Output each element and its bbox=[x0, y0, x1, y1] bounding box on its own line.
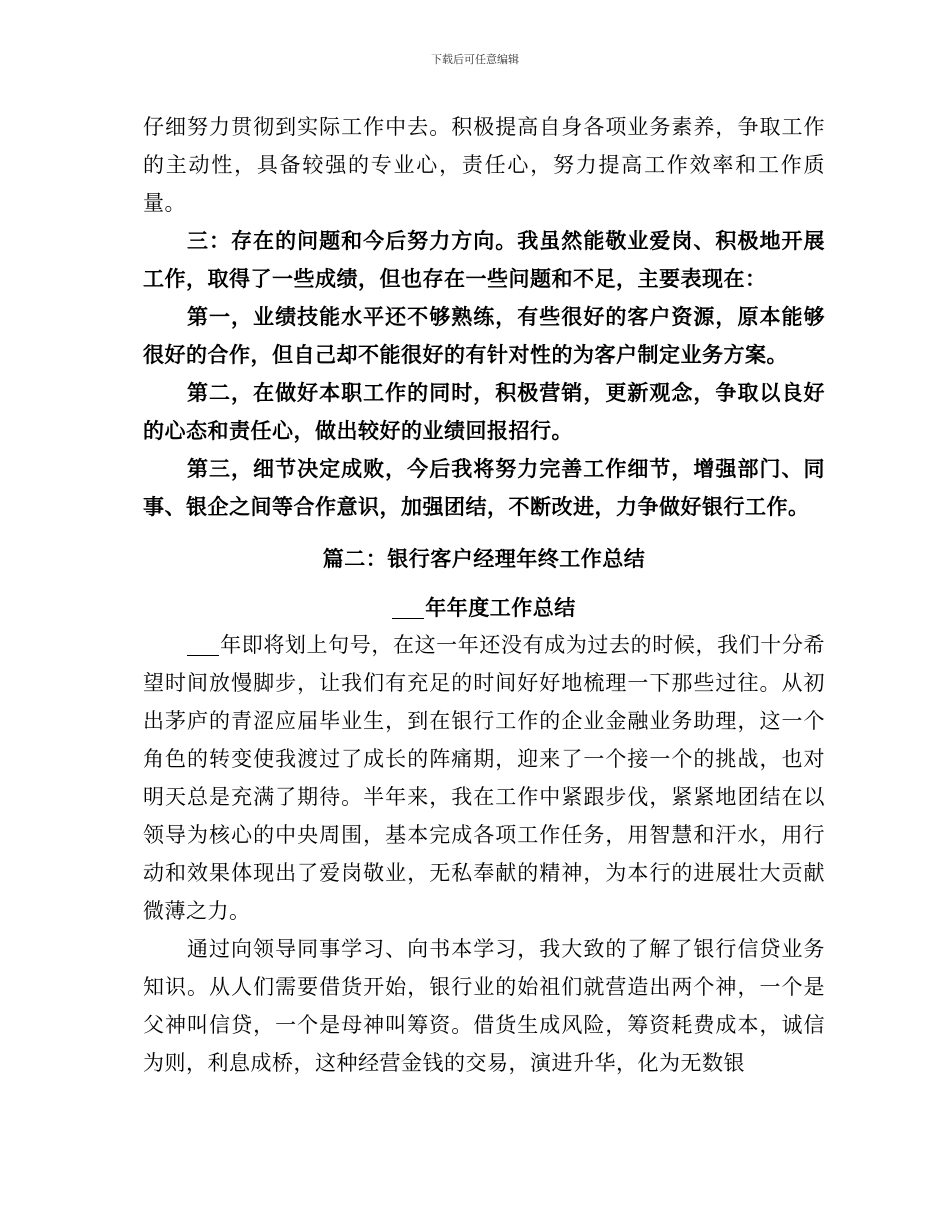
paragraph-year-intro bbox=[143, 626, 825, 930]
fill-in-blank bbox=[187, 633, 219, 656]
sub-title-text: 年年度工作总结 bbox=[425, 595, 576, 620]
paragraph-first: 第一，业绩技能水平还不够熟练，有些很好的客户资源，原本能够很好的合作，但自己却不能很好的有针对性的为客户制定业务方案。 bbox=[143, 304, 825, 367]
fill-in-blank bbox=[392, 596, 424, 619]
paragraph-third: 第三，细节决定成败，今后我将努力完善工作细节，增强部门、同事、银企之间等合作意识，加强团结，不断改进，力争做好银行工作。 bbox=[143, 456, 825, 519]
paragraph-year-intro-text: 年即将划上句号，在这一年还没有成为过去的时候，我们十分希望时间放慢脚步，让我们有充足的时间好好地梳理一下那些过往。从初出茅庐的青涩应届毕业生，到在银行工作的企业金融业务助理，这一个角色的转变使我渡过了成长的阵痛期，迎来了一个接一个的挑战，也对明天总是充满了期待。半年来，我在工作中紧跟步伐，紧紧地团结在以领导为核心的中央周围，基本完成各项工作任务，用智慧和汗水，用行动和效果体现出了爱岗敬业，无私奉献的精神，为本行的进展壮大贡献微薄之力。 bbox=[143, 633, 825, 923]
page-header: 下载后可任意编辑 bbox=[431, 53, 519, 66]
sub-title bbox=[143, 590, 825, 626]
section-title: 篇二：银行客户经理年终工作总结 bbox=[322, 546, 646, 571]
paragraph-learning: 通过向领导同事学习、向书本学习，我大致的了解了银行信贷业务知识。从人们需要借货开始，银行业的始祖们就营造出两个神，一个是父神叫信贷，一个是母神叫筹资。借货生成风险，筹资耗费成本，诚信为则，利息成桥，这种经营金钱的交易，演进升华，化为无数银 bbox=[143, 937, 825, 1075]
paragraph-1: 仔细努力贯彻到实际工作中去。积极提高自身各项业务素养，争取工作的主动性，具备较强的专业心，责任心，努力提高工作效率和工作质量。 bbox=[143, 115, 825, 215]
document-body bbox=[143, 108, 825, 1082]
paragraph-problems: 三：存在的问题和今后努力方向。我虽然能敬业爱岗、积极地开展工作，取得了一些成绩，但也存在一些问题和不足，主要表现在： bbox=[143, 228, 825, 291]
paragraph-second: 第二，在做好本职工作的同时，积极营销，更新观念，争取以良好的心态和责任心，做出较好的业绩回报招行。 bbox=[143, 380, 825, 443]
